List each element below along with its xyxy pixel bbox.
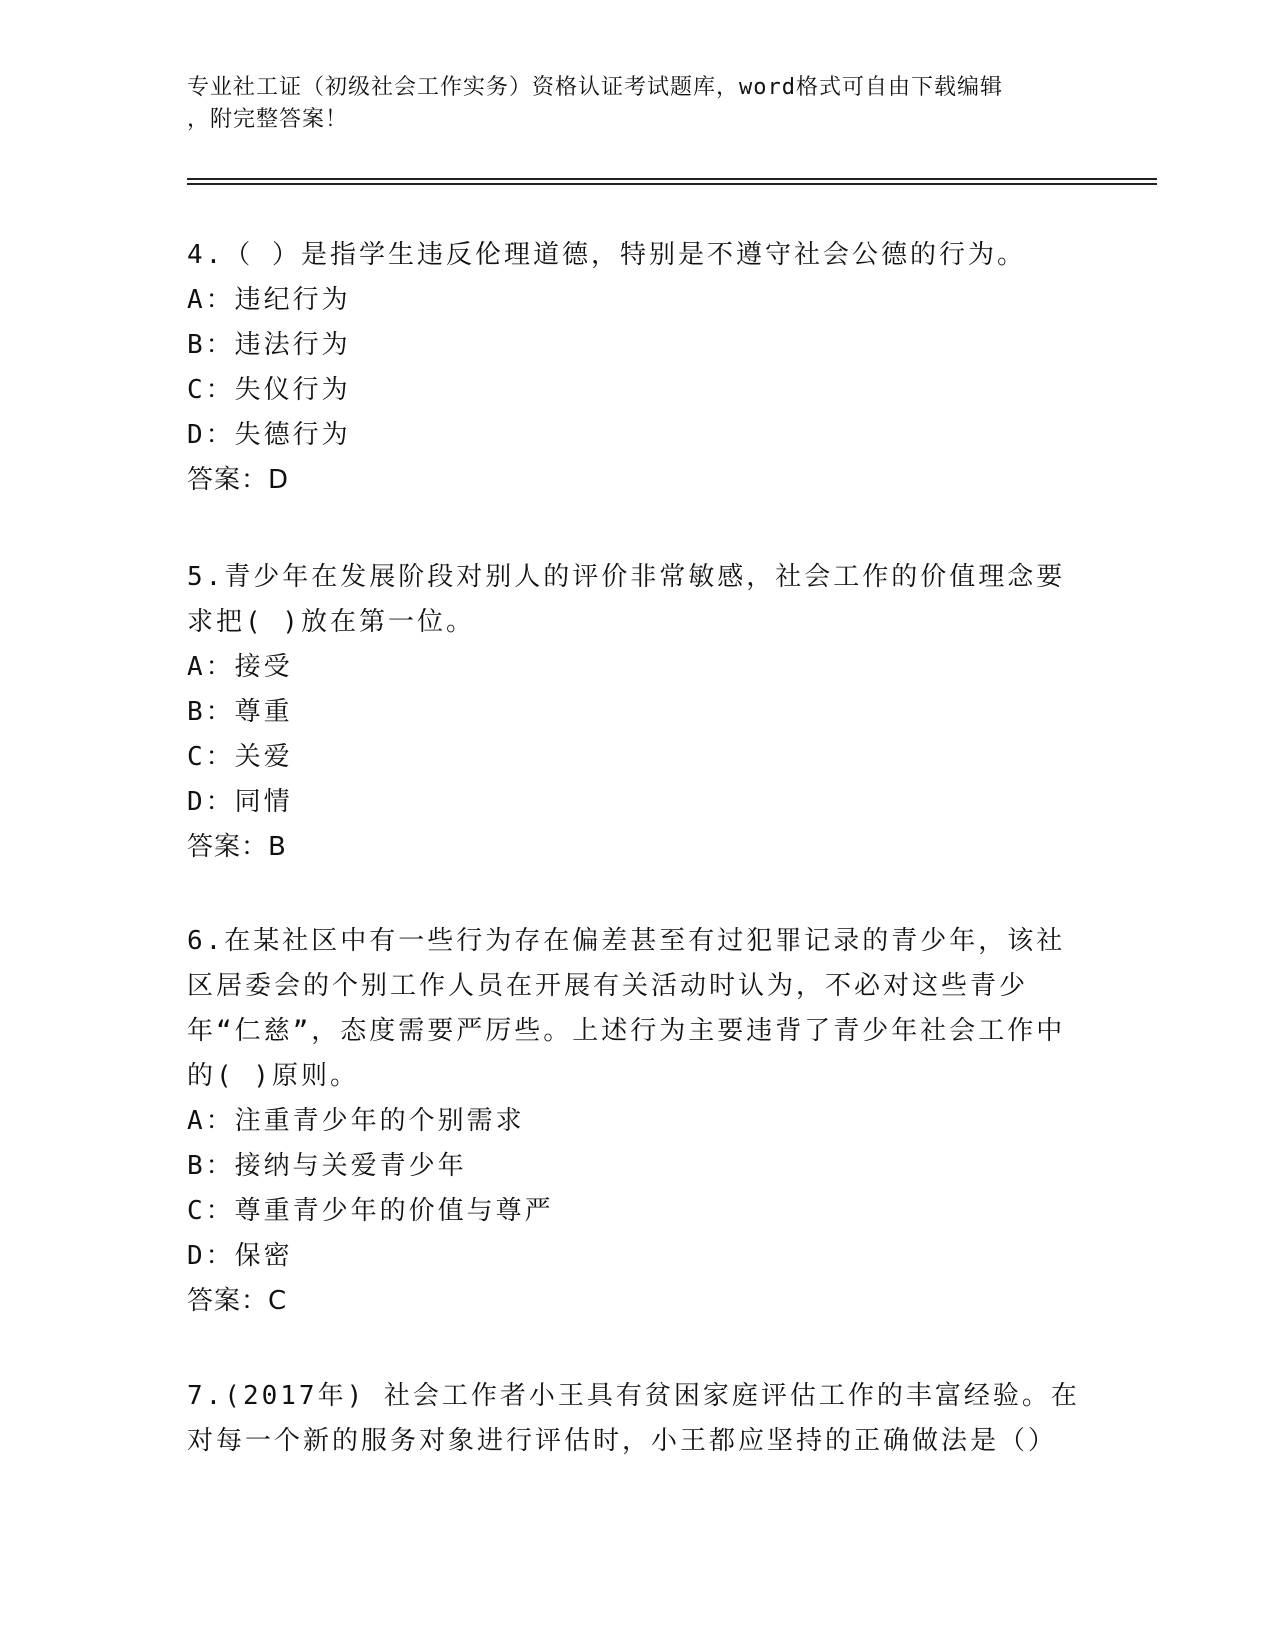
option-c: C：尊重青少年的价值与尊严 xyxy=(187,1196,554,1226)
question-5 xyxy=(187,555,1087,870)
header-title-line2: ，附完整答案！ xyxy=(187,107,349,132)
header-divider-top xyxy=(187,178,1157,180)
option-d: D：保密 xyxy=(187,1241,293,1271)
question-text: 5.青少年在发展阶段对别人的评价非常敏感，社会工作的价值理念要求把( )放在第一位。 xyxy=(187,562,1066,637)
question-4 xyxy=(187,233,1087,503)
option-c: C：失仪行为 xyxy=(187,375,351,405)
option-b: B：接纳与关爱青少年 xyxy=(187,1151,467,1181)
question-text: 6.在某社区中有一些行为存在偏差甚至有过犯罪记录的青少年，该社区居委会的个别工作人员在开展有关活动时认为，不必对这些青少年“仁慈”，态度需要严厉些。上述行为主要违背了青少年社会工作中的( )原则。 xyxy=(187,926,1066,1091)
answer: 答案：B xyxy=(187,832,287,862)
header-title-line1: 专业社工证（初级社会工作实务）资格认证考试题库，word格式可自由下载编辑 xyxy=(187,75,1003,100)
option-d: D：失德行为 xyxy=(187,420,351,450)
question-7 xyxy=(187,1374,1087,1464)
option-a: A：违纪行为 xyxy=(187,285,351,315)
answer: 答案：C xyxy=(187,1286,288,1316)
option-b: B：尊重 xyxy=(187,697,293,727)
answer: 答案：D xyxy=(187,465,290,495)
option-b: B：违法行为 xyxy=(187,330,351,360)
option-a: A：注重青少年的个别需求 xyxy=(187,1106,525,1136)
option-d: D：同情 xyxy=(187,787,293,817)
question-6 xyxy=(187,919,1087,1324)
document-header xyxy=(187,72,1067,136)
question-text: 7.(2017年) 社会工作者小王具有贫困家庭评估工作的丰富经验。在对每一个新的服务对象进行评估时，小王都应坚持的正确做法是（） xyxy=(187,1381,1080,1456)
header-divider-bottom xyxy=(187,183,1157,185)
option-a: A：接受 xyxy=(187,652,293,682)
question-text: 4.（ ）是指学生违反伦理道德，特别是不遵守社会公德的行为。 xyxy=(187,240,1026,270)
option-c: C：关爱 xyxy=(187,742,293,772)
